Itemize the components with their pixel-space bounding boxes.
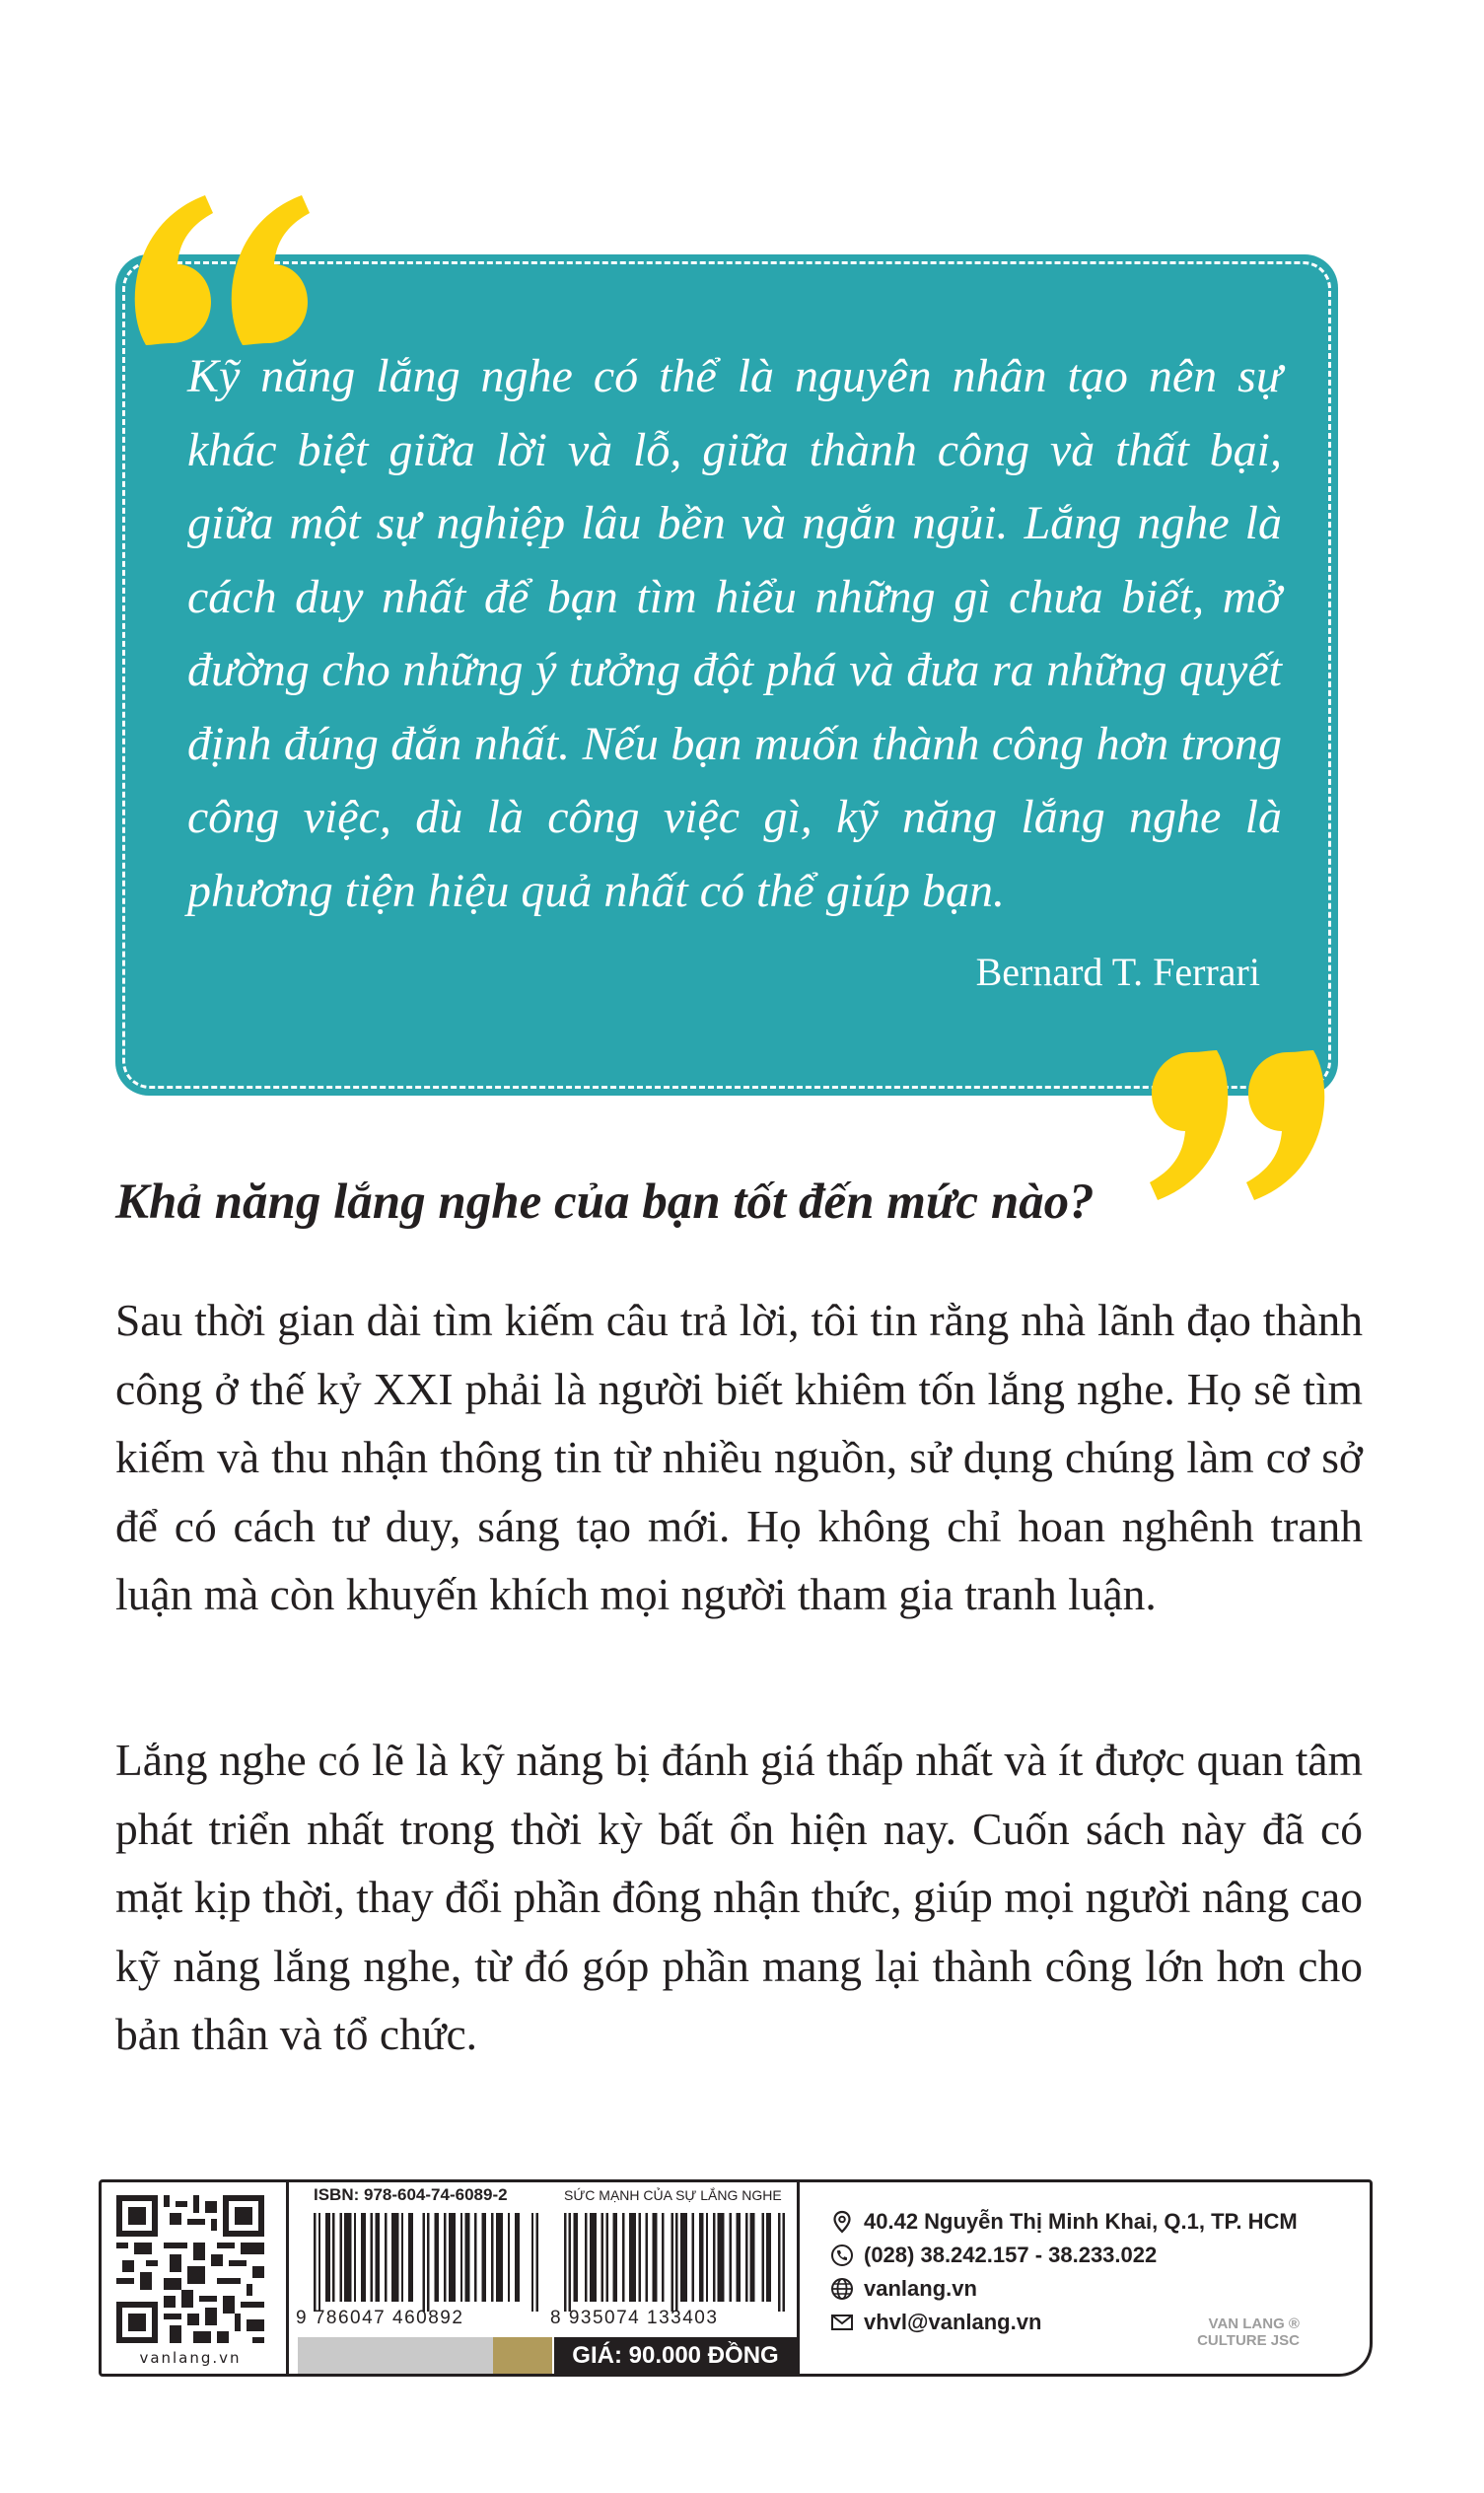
product-barcode-number: 8 935074 133403 (550, 2308, 719, 2328)
globe-icon (830, 2277, 854, 2301)
isbn-barcode-number: 9 786047 460892 (296, 2308, 464, 2328)
isbn-barcode (314, 2213, 538, 2312)
phone-text: (028) 38.242.157 - 38.233.022 (864, 2243, 1158, 2267)
address-text: 40.42 Nguyễn Thị Minh Khai, Q.1, TP. HCM (864, 2209, 1298, 2234)
qr-url: vanlang.vn (139, 2349, 242, 2367)
isbn-label: ISBN: 978-604-74-6089-2 (314, 2185, 508, 2204)
divider (286, 2179, 289, 2377)
quote-author: Bernard T. Ferrari (975, 950, 1260, 994)
quote-text: Kỹ năng lắng nghe có thể là nguyên nhân tạo nên sự khác biệt giữa lời và lỗ, giữa thành công và thất bại, giữa một sự nghiệp lâu bền và ngắn ngủi. Lắng nghe là cách duy nhất để bạn tìm hiểu những gì chưa biết, mở đường cho những ý tưởng đột phá và đưa ra những quyết định đúng đắn nhất. Nếu bạn muốn thành công hơn trong công việc, dù là công việc gì, kỹ năng lắng nghe là phương tiện hiệu quả nhất có thể giúp bạn. (187, 350, 1282, 917)
phone-icon (830, 2244, 854, 2267)
price-label: GIÁ: 90.000 ĐỒNG (554, 2337, 797, 2374)
email-text[interactable]: vhvl@vanlang.vn (864, 2310, 1042, 2334)
divider (797, 2179, 800, 2377)
qr-code-icon (116, 2195, 264, 2343)
website-row (830, 2274, 977, 2304)
series-label: SỨC MẠNH CỦA SỰ LẮNG NGHE (564, 2187, 782, 2203)
section-title: Khả năng lắng nghe của bạn tốt đến mức nào? (115, 1175, 1095, 1230)
product-barcode (564, 2213, 785, 2312)
logo-line-1: VAN LANG ® (1208, 2315, 1300, 2332)
paragraph-2: Lắng nghe có lẽ là kỹ năng bị đánh giá thấp nhất và ít được quan tâm phát triển nhất trong thời kỳ bất ổn hiện nay. Cuốn sách này đã có mặt kịp thời, thay đổi phần đông nhận thức, giúp mọi người nâng cao kỹ năng lắng nghe, từ đó góp phần mang lại thành công lớn hơn cho bản thân và tổ chức. (115, 1735, 1363, 2059)
open-quote-icon (126, 178, 323, 365)
mail-icon (830, 2311, 854, 2334)
publisher-logo (1191, 2315, 1300, 2349)
paragraph-1: Sau thời gian dài tìm kiếm câu trả lời, tôi tin rằng nhà lãnh đạo thành công ở thế kỷ XXI phải là người biết khiêm tốn lắng nghe. Họ sẽ tìm kiếm và thu nhận thông tin từ nhiều nguồn, sử dụng chúng làm cơ sở để có cách tư duy, sáng tạo mới. Họ không chỉ hoan nghênh tranh luận mà còn khuyến khích mọi người tham gia tranh luận. (115, 1295, 1363, 1619)
address-row (830, 2207, 1298, 2237)
price-strip-accent (493, 2337, 552, 2374)
location-pin-icon (830, 2210, 854, 2234)
phone-row (830, 2241, 1157, 2270)
logo-line-2: CULTURE JSC (1197, 2332, 1300, 2349)
website-text[interactable]: vanlang.vn (864, 2276, 977, 2301)
email-row (830, 2308, 1041, 2337)
close-quote-icon (1136, 1031, 1333, 1218)
